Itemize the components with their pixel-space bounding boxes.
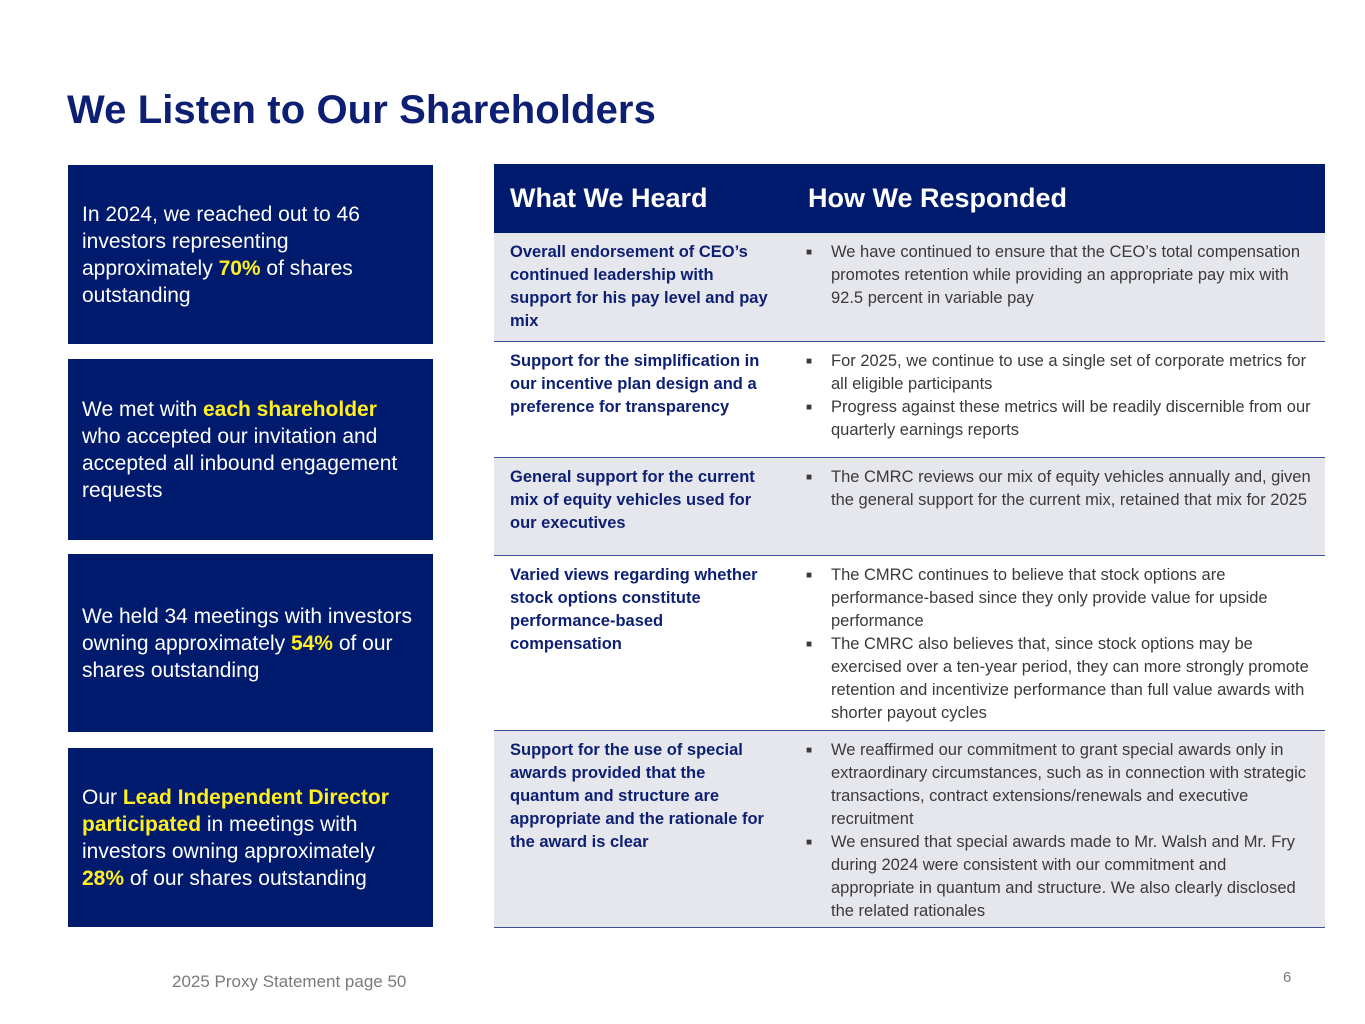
response-cell [792, 342, 1325, 457]
response-cell [792, 233, 1325, 341]
heard-cell: General support for the current mix of equity vehicles used for our executives [510, 468, 755, 532]
response-bullet: ■ We reaffirmed our commitment to grant special awards only in extraordinary circumstances, such as in connection with strategic transactions, contract extensions/renewals and executive recruitment [804, 739, 1311, 831]
heard-cell: Varied views regarding whether stock options constitute performance-based compensation [510, 566, 758, 653]
column-header-heard: What We Heard [510, 183, 708, 213]
callout-lead-director [68, 748, 433, 927]
response-bullet: ■ The CMRC reviews our mix of equity vehicles annually and, given the general support for the current mix, retained that mix for 2025 [804, 466, 1311, 512]
response-bullet: ■ The CMRC also believes that, since stock options may be exercised over a ten-year period, they can more strongly promote retention and incentivize performance than full value awards with shorter payout cycles [804, 633, 1311, 725]
page-number: 6 [1283, 969, 1292, 986]
highlight-each-shareholder: each shareholder [202, 397, 377, 421]
table-row [494, 731, 1325, 928]
response-cell [792, 731, 1325, 927]
response-bullet: ■ We ensured that special awards made to Mr. Walsh and Mr. Fry during 2024 were consistent with our commitment and appropriate in quantum and structure. We also clearly disclosed the related rationales [804, 831, 1311, 923]
response-cell [792, 556, 1325, 730]
bullet-icon: ■ [806, 472, 813, 483]
table-row [494, 233, 1325, 342]
response-bullet: ■ The CMRC continues to believe that stock options are performance-based since they only provide value for upside performance [804, 564, 1311, 633]
callout-text: In 2024, we reached out to 46 investors representing approximately 70% of shares outstanding [82, 202, 360, 307]
column-header-responded: How We Responded [808, 183, 1068, 213]
table-row [494, 458, 1325, 556]
bullet-icon: ■ [806, 837, 813, 848]
response-cell [792, 458, 1325, 555]
bullet-icon: ■ [806, 745, 813, 756]
table-row [494, 556, 1325, 731]
table-row [494, 342, 1325, 458]
response-bullet: ■ We have continued to ensure that the CEO’s total compensation promotes retention while providing an appropriate pay mix with 92.5 percent in variable pay [804, 241, 1311, 310]
callout-34-meetings [68, 554, 433, 732]
heard-responded-table [494, 164, 1325, 928]
response-bullet: ■ For 2025, we continue to use a single set of corporate metrics for all eligible participants [804, 350, 1311, 396]
bullet-icon: ■ [806, 247, 813, 258]
bullet-icon: ■ [806, 639, 813, 650]
highlight-lead-director: Lead Independent Director participated [82, 785, 389, 836]
table-header [494, 164, 1325, 233]
heard-cell: Overall endorsement of CEO’s continued leadership with support for his pay level and pay mix [510, 243, 768, 330]
highlight-28-percent: 28% [82, 866, 125, 890]
callout-meetings-accepted [68, 359, 433, 540]
callout-text: We held 34 meetings with investors owning approximately 54% of our shares outstanding [82, 604, 412, 682]
bullet-icon: ■ [806, 570, 813, 581]
highlight-54-percent: 54% [290, 631, 333, 655]
callout-outreach [68, 165, 433, 344]
callout-text: Our Lead Independent Director participated in meetings with investors owning approximately 28% of our shares outstanding [82, 785, 389, 890]
response-bullet: ■ Progress against these metrics will be readily discernible from our quarterly earnings reports [804, 396, 1311, 442]
highlight-70-percent: 70% [218, 256, 261, 280]
heard-cell: Support for the use of special awards provided that the quantum and structure are appropriate and the rationale for the award is clear [510, 741, 764, 851]
footer-source: 2025 Proxy Statement page 50 [172, 972, 407, 991]
page-title: We Listen to Our Shareholders [67, 88, 656, 132]
callout-text: We met with each shareholder who accepted our invitation and accepted all inbound engagement requests [82, 397, 398, 502]
heard-cell: Support for the simplification in our incentive plan design and a preference for transparency [510, 352, 760, 416]
bullet-icon: ■ [806, 402, 813, 413]
bullet-icon: ■ [806, 356, 813, 367]
